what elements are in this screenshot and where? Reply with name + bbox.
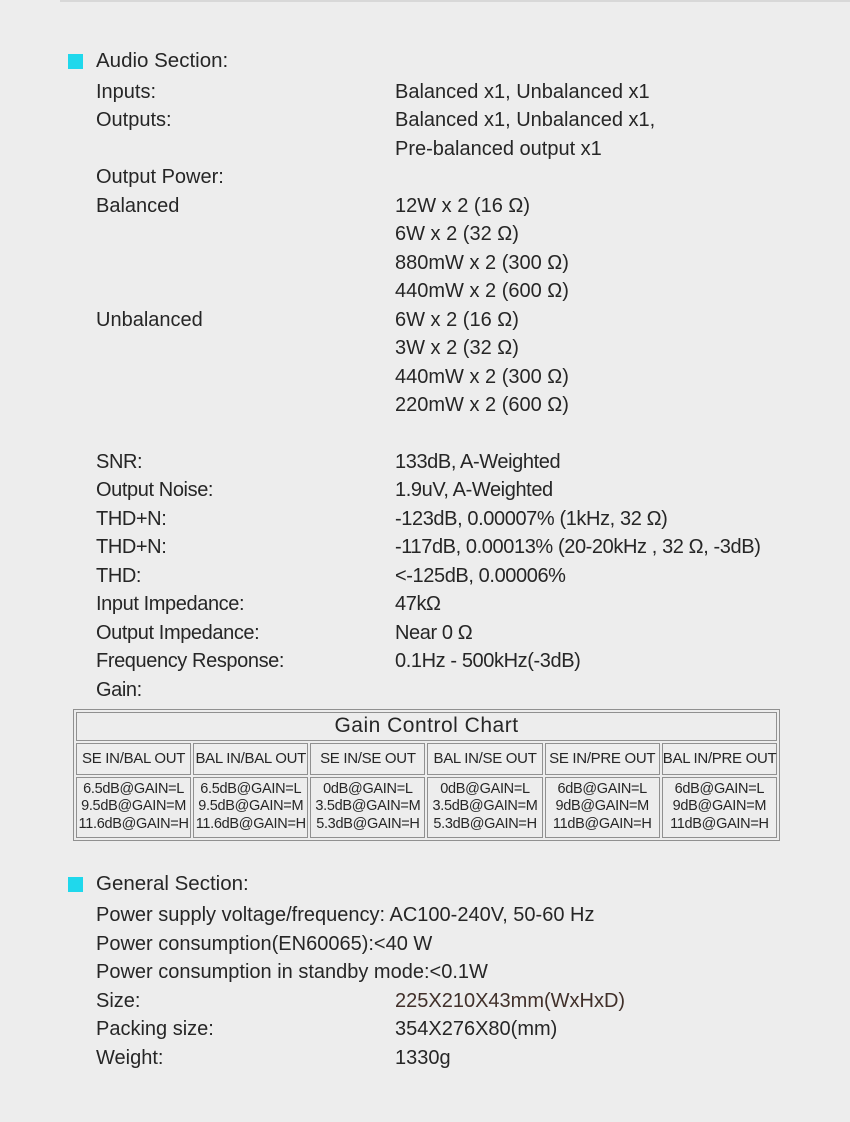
gain-table-cell-line: 6.5dB@GAIN=L <box>200 780 302 797</box>
spec-label: Gain: <box>96 678 142 701</box>
spec-value-line: 1330g <box>395 1046 451 1069</box>
gain-table-cell <box>662 777 777 839</box>
spec-label: Output Power: <box>96 166 224 189</box>
spec-value <box>395 106 834 163</box>
spec-row <box>68 78 834 106</box>
gain-table-cell-line: 11.6dB@GAIN=H <box>195 815 306 832</box>
spec-row <box>68 590 834 618</box>
spec-label: Size: <box>96 989 141 1012</box>
spec-value <box>395 562 834 590</box>
spec-value-line: 6W x 2 (16 Ω) <box>395 308 519 331</box>
general-section <box>68 871 834 1072</box>
gain-table-cell <box>193 777 308 839</box>
spec-row <box>68 106 834 163</box>
spec-value <box>395 987 834 1015</box>
spec-row <box>68 192 834 306</box>
general-spec-rows <box>68 901 834 1072</box>
spec-value <box>395 533 834 561</box>
spec-value-line: 225X210X43mm(WxHxD) <box>395 989 626 1012</box>
spec-value <box>395 647 834 675</box>
spec-row <box>68 448 834 476</box>
spec-value-line: Near 0 Ω <box>395 621 473 644</box>
gain-table-cell-line: 3.5dB@GAIN=M <box>315 798 421 815</box>
audio-section <box>68 48 834 704</box>
spec-value <box>395 676 834 704</box>
spec-row <box>68 987 834 1015</box>
spec-label: Power consumption in standby mode:<0.1W <box>96 961 488 984</box>
spec-value-line: 440mW x 2 (300 Ω) <box>395 365 569 388</box>
gain-table-cell-line: 9dB@GAIN=M <box>672 798 767 815</box>
spec-row <box>68 505 834 533</box>
spec-value-line: 220mW x 2 (600 Ω) <box>395 393 569 416</box>
spec-label: Balanced <box>96 194 180 217</box>
spec-row <box>68 676 834 704</box>
spec-value-line: 47kΩ <box>395 593 441 616</box>
gain-table-column-header: BAL IN/SE OUT <box>427 743 542 775</box>
gain-table-cell-line: 5.3dB@GAIN=H <box>316 815 420 832</box>
spec-value-line: -123dB, 0.00007% (1kHz, 32 Ω) <box>395 507 668 530</box>
spec-value-line: 880mW x 2 (300 Ω) <box>395 251 569 274</box>
gain-table-column-header: BAL IN/BAL OUT <box>193 743 308 775</box>
spec-row <box>68 1015 834 1043</box>
spec-label: Output Impedance: <box>96 621 260 644</box>
spec-value-line: Balanced x1, Unbalanced x1 <box>395 81 650 103</box>
spec-row <box>68 476 834 504</box>
spec-row <box>68 958 834 986</box>
spec-value <box>395 619 834 647</box>
spec-label: Outputs: <box>96 109 172 132</box>
top-edge-strip <box>60 0 850 2</box>
cyan-square-bullet-icon <box>68 877 83 892</box>
spec-value-line: -117dB, 0.00013% (20-20kHz , 32 Ω, -3dB) <box>395 536 761 559</box>
cyan-square-bullet-icon <box>68 54 83 69</box>
spec-value-line: 354X276X80(mm) <box>395 1018 558 1041</box>
gain-table-cell-line: 6dB@GAIN=L <box>557 780 647 797</box>
spec-label: Power consumption(EN60065):<40 W <box>96 932 433 955</box>
spec-label: THD: <box>96 564 142 587</box>
spec-value-line: Balanced x1, Unbalanced x1, <box>395 109 656 132</box>
gain-table-cell <box>76 777 191 839</box>
spec-label: Unbalanced <box>96 308 203 331</box>
gain-table-column-header: SE IN/BAL OUT <box>76 743 191 775</box>
spec-row <box>68 533 834 561</box>
spec-row <box>68 306 834 420</box>
general-section-heading <box>68 871 834 897</box>
gain-table-cell-line: 9dB@GAIN=M <box>555 798 649 815</box>
spec-value-line: 133dB, A-Weighted <box>395 450 561 473</box>
spec-label: Weight: <box>96 1046 164 1069</box>
gain-table-cell-line: 0dB@GAIN=L <box>440 780 530 797</box>
spec-label: Inputs: <box>96 81 157 103</box>
spec-value <box>395 590 834 618</box>
gain-table-column-header: SE IN/PRE OUT <box>545 743 660 775</box>
spec-value-line: 0.1Hz - 500kHz(-3dB) <box>395 650 581 673</box>
spec-label: SNR: <box>96 450 143 473</box>
spec-value-line: Pre-balanced output x1 <box>395 137 602 160</box>
spec-label: Input Impedance: <box>96 593 245 616</box>
spec-value <box>395 78 834 106</box>
gain-table-title: Gain Control Chart <box>76 712 777 741</box>
spec-value <box>395 476 834 504</box>
spec-row <box>68 1044 834 1072</box>
gain-table-cell-line: 9.5dB@GAIN=M <box>198 798 304 815</box>
gain-table-cell-line: 0dB@GAIN=L <box>323 780 413 797</box>
audio-spec-rows <box>68 78 834 704</box>
spec-value-line: 12W x 2 (16 Ω) <box>395 194 530 217</box>
gain-table-cell-line: 9.5dB@GAIN=M <box>81 798 187 815</box>
spec-row <box>68 562 834 590</box>
gain-table-cell-line: 11dB@GAIN=H <box>552 815 652 832</box>
gain-table-cell <box>545 777 660 839</box>
gain-table-column-header: SE IN/SE OUT <box>310 743 425 775</box>
spec-value-line: 1.9uV, A-Weighted <box>395 479 553 502</box>
spec-label: Packing size: <box>96 1018 214 1041</box>
gain-table-cell-line: 6dB@GAIN=L <box>674 780 765 797</box>
spec-value <box>395 163 834 191</box>
spec-value <box>395 448 834 476</box>
spec-label: Output Noise: <box>96 479 214 502</box>
spec-value-line: <-125dB, 0.00006% <box>395 564 566 587</box>
spec-label: THD+N: <box>96 507 167 530</box>
spec-value <box>395 306 834 420</box>
gain-table-cell-line: 6.5dB@GAIN=L <box>83 780 185 797</box>
spec-row <box>68 901 834 929</box>
spec-value <box>395 1044 834 1072</box>
spec-value-line: 3W x 2 (32 Ω) <box>395 337 519 360</box>
spec-value-line: 440mW x 2 (600 Ω) <box>395 280 569 303</box>
spec-row <box>68 930 834 958</box>
spec-value <box>395 192 834 306</box>
spec-row <box>68 619 834 647</box>
gain-table-cell <box>310 777 425 839</box>
section-title: General Section: <box>96 872 249 896</box>
gain-table-cell <box>427 777 542 839</box>
spec-value <box>395 1015 834 1043</box>
gain-control-table <box>73 709 780 842</box>
gain-table-cell-line: 11dB@GAIN=H <box>670 815 769 832</box>
spec-label: Frequency Response: <box>96 650 285 673</box>
spec-row <box>68 647 834 675</box>
gain-table-cell-line: 5.3dB@GAIN=H <box>433 815 537 832</box>
section-title: Audio Section: <box>96 49 229 72</box>
spec-row <box>68 163 834 191</box>
spec-label: THD+N: <box>96 536 167 559</box>
gain-table-column-header: BAL IN/PRE OUT <box>662 743 777 775</box>
gain-table-cell-line: 11.6dB@GAIN=H <box>78 815 189 832</box>
spec-value <box>395 505 834 533</box>
gain-table-cell-line: 3.5dB@GAIN=M <box>432 798 538 815</box>
spec-value-line: 6W x 2 (32 Ω) <box>395 223 519 246</box>
spec-sheet <box>68 48 834 1072</box>
spec-label: Power supply voltage/frequency: AC100-240V, 50-60 Hz <box>96 904 595 927</box>
audio-section-heading <box>68 48 834 74</box>
